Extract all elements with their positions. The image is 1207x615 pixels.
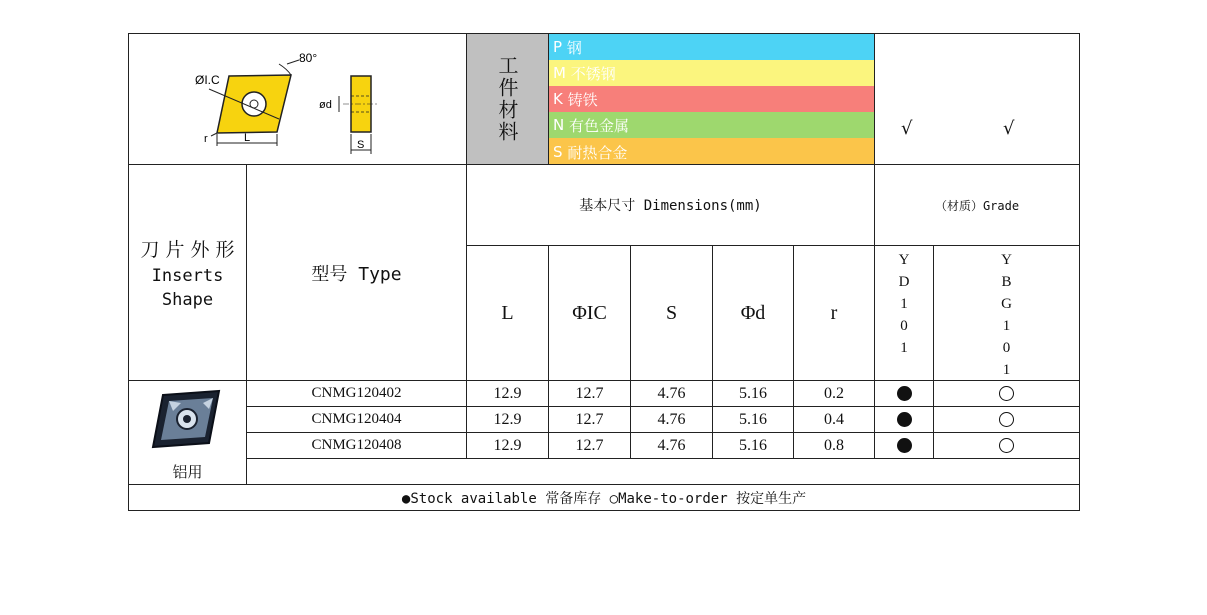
grade-header: （材质）Grade bbox=[934, 198, 1020, 213]
grade-header-cell bbox=[874, 164, 1080, 246]
grade-col-ybg101: Y B G 1 0 1 bbox=[933, 245, 1080, 381]
row-1-type-cell bbox=[246, 380, 467, 407]
row-2-s-cell bbox=[630, 406, 713, 433]
check-mark-ybg101: √ bbox=[1003, 118, 1015, 139]
grade-col-yd101: Y D 1 0 1 bbox=[874, 245, 934, 381]
legend-text: ●Stock available 常备库存 ○Make-to-order 按定单生产 bbox=[401, 490, 807, 507]
row-3-type-cell bbox=[246, 432, 467, 459]
shape-header-en2: Shape bbox=[161, 290, 214, 310]
dimensions-header: 基本尺寸 Dimensions(mm) bbox=[579, 198, 762, 214]
material-row-s: S 耐热合金 bbox=[549, 138, 874, 165]
insert-drawing-cell bbox=[128, 33, 467, 165]
row-3-ic: 12.7 bbox=[575, 436, 604, 454]
row-2-r-cell bbox=[793, 406, 875, 433]
insert-label: 铝用 bbox=[172, 463, 203, 481]
row-1-l: 12.9 bbox=[493, 384, 522, 402]
insert-photo-cell bbox=[128, 380, 247, 485]
empty-row bbox=[246, 458, 1080, 485]
drawing-s-label: S bbox=[357, 139, 365, 151]
type-header: 型号 Type bbox=[311, 263, 402, 285]
row-1-type: CNMG120402 bbox=[311, 385, 402, 401]
row-2-g1-cell bbox=[874, 406, 934, 433]
row-3-type: CNMG120408 bbox=[311, 437, 402, 453]
material-title: 工件材料 bbox=[495, 55, 519, 143]
row-3-d: 5.16 bbox=[739, 436, 767, 454]
row-1-r: 0.2 bbox=[824, 384, 844, 402]
col-header-l: L bbox=[466, 245, 549, 381]
row-2-type-cell bbox=[246, 406, 467, 433]
shape-header-en1: Inserts bbox=[151, 266, 224, 286]
row-3-d-cell bbox=[712, 432, 794, 459]
make-to-order-icon bbox=[999, 412, 1014, 427]
type-header-cell bbox=[246, 164, 467, 381]
row-1-g2-cell bbox=[933, 380, 1080, 407]
shape-header-cn: 刀 片 外 形 bbox=[140, 239, 235, 261]
insert-photo bbox=[129, 381, 246, 461]
make-to-order-icon bbox=[999, 386, 1014, 401]
material-row-k: K 铸铁 bbox=[549, 86, 874, 112]
row-3-r: 0.8 bbox=[824, 436, 844, 454]
row-1-ic-cell bbox=[548, 380, 631, 407]
row-2-type: CNMG120404 bbox=[311, 411, 402, 427]
row-3-r-cell bbox=[793, 432, 875, 459]
material-title-cell bbox=[466, 33, 549, 165]
drawing-l-label: L bbox=[244, 132, 251, 144]
row-2-l: 12.9 bbox=[493, 410, 522, 428]
material-row-p: P 钢 bbox=[549, 34, 874, 60]
row-2-d: 5.16 bbox=[739, 410, 767, 428]
material-checks-cell bbox=[874, 33, 1080, 165]
row-2-d-cell bbox=[712, 406, 794, 433]
col-header-r: r bbox=[793, 245, 875, 381]
stock-available-icon bbox=[897, 386, 912, 401]
row-1-d-cell bbox=[712, 380, 794, 407]
material-row-m: M 不锈钢 bbox=[549, 60, 874, 86]
col-header-d: Φd bbox=[712, 245, 794, 381]
row-2-s: 4.76 bbox=[657, 410, 686, 428]
row-1-d: 5.16 bbox=[739, 384, 767, 402]
row-2-g2-cell bbox=[933, 406, 1080, 433]
row-2-ic-cell bbox=[548, 406, 631, 433]
stock-available-icon bbox=[897, 438, 912, 453]
col-header-ic: ΦIC bbox=[548, 245, 631, 381]
drawing-angle-label: 80° bbox=[299, 51, 318, 65]
stock-available-icon bbox=[897, 412, 912, 427]
col-header-s: S bbox=[630, 245, 713, 381]
row-3-s-cell bbox=[630, 432, 713, 459]
shape-header-cell bbox=[128, 164, 247, 381]
make-to-order-icon bbox=[999, 438, 1014, 453]
row-3-l: 12.9 bbox=[493, 436, 522, 454]
row-1-ic: 12.7 bbox=[575, 384, 604, 402]
drawing-ic-label: ØI.C bbox=[195, 73, 220, 87]
row-2-l-cell bbox=[466, 406, 549, 433]
row-1-s-cell bbox=[630, 380, 713, 407]
legend-footer bbox=[128, 484, 1080, 511]
row-3-g2-cell bbox=[933, 432, 1080, 459]
row-3-l-cell bbox=[466, 432, 549, 459]
drawing-r-label: r bbox=[204, 133, 208, 145]
row-1-l-cell bbox=[466, 380, 549, 407]
row-3-ic-cell bbox=[548, 432, 631, 459]
material-list bbox=[548, 33, 875, 165]
insert-technical-drawing bbox=[129, 34, 466, 164]
row-3-g1-cell bbox=[874, 432, 934, 459]
row-2-r: 0.4 bbox=[824, 410, 844, 428]
row-1-r-cell bbox=[793, 380, 875, 407]
insert-spec-table bbox=[128, 33, 1080, 511]
material-row-n: N 有色金属 bbox=[549, 112, 874, 138]
drawing-d-label: ød bbox=[319, 99, 332, 111]
check-mark-yd101: √ bbox=[901, 118, 913, 139]
row-3-s: 4.76 bbox=[657, 436, 686, 454]
dimensions-header-cell bbox=[466, 164, 875, 246]
row-2-ic: 12.7 bbox=[575, 410, 604, 428]
row-1-g1-cell bbox=[874, 380, 934, 407]
row-1-s: 4.76 bbox=[657, 384, 686, 402]
